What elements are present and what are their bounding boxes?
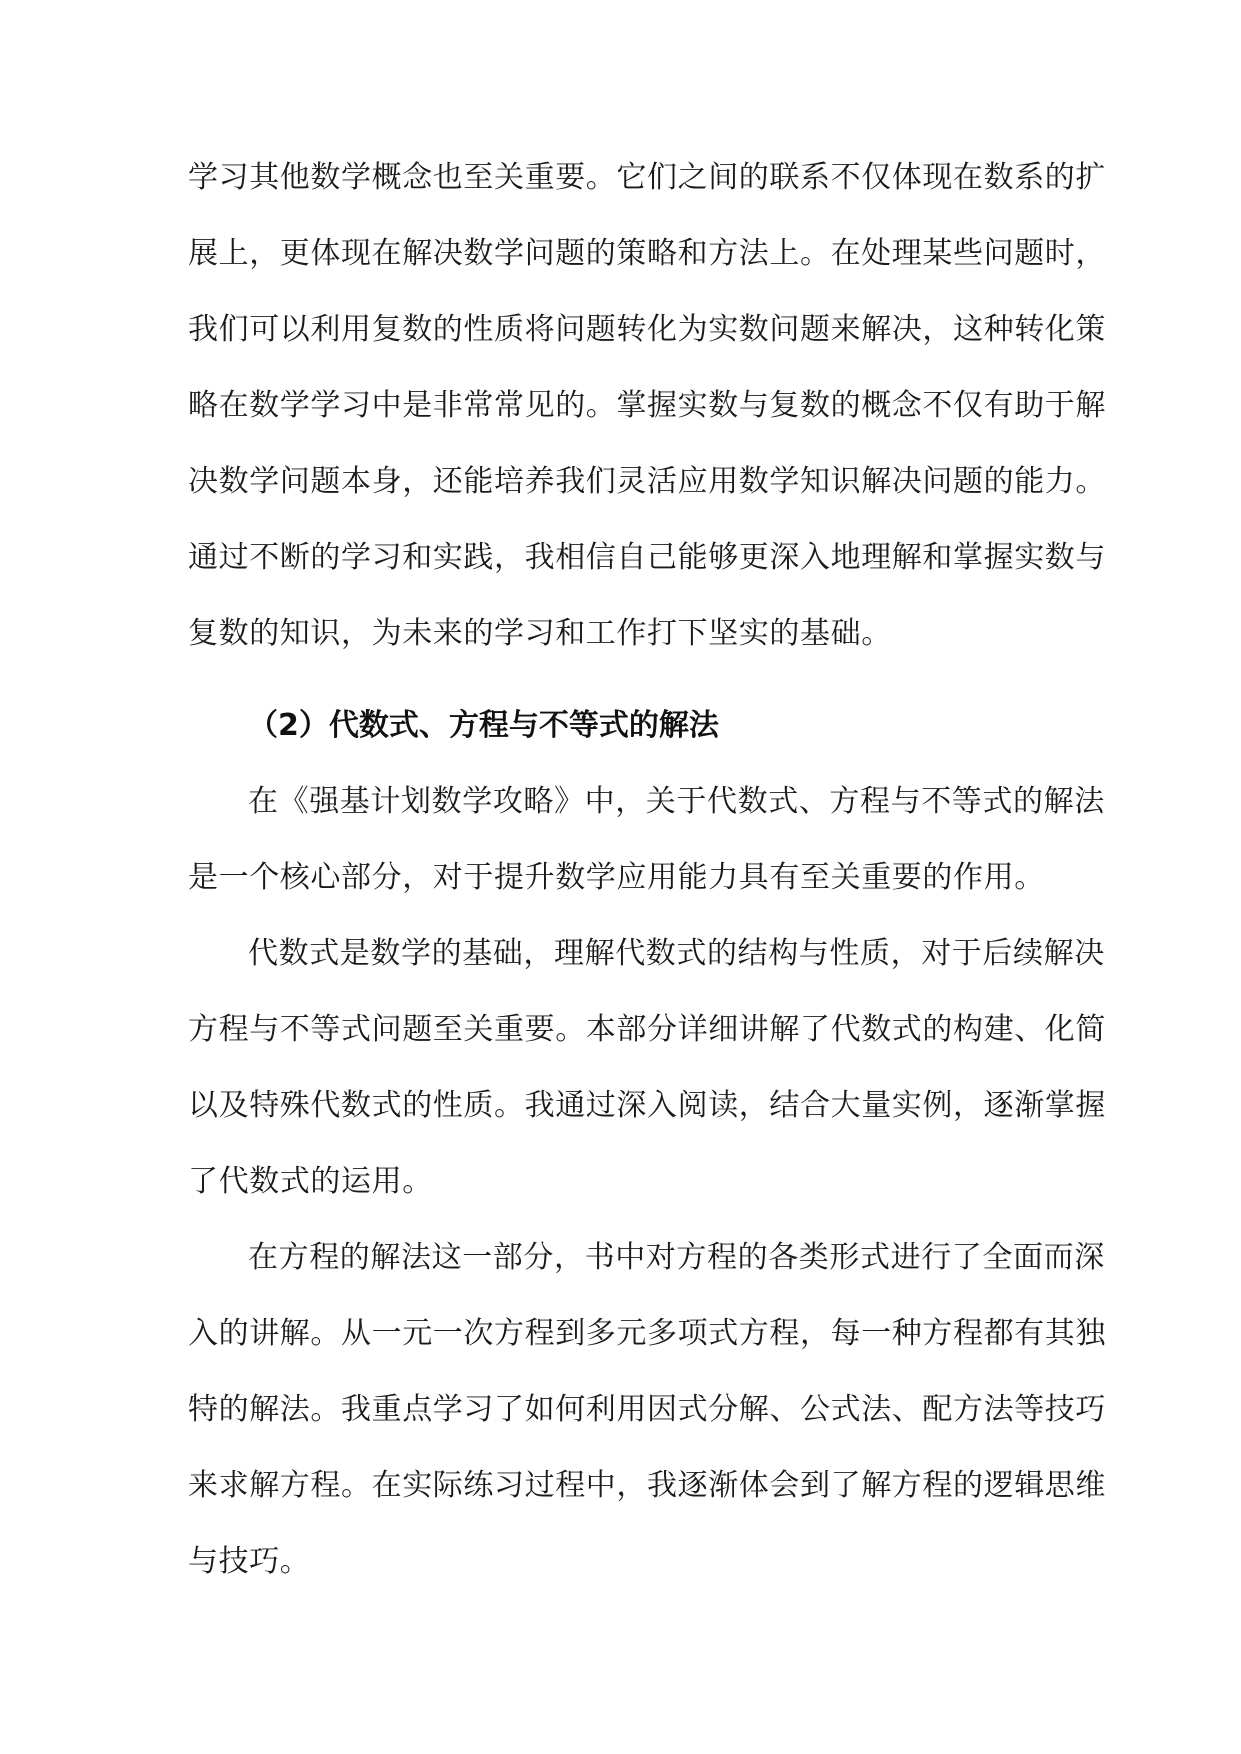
paragraph-continued xyxy=(188,140,1106,672)
text-line: 与技巧。 xyxy=(188,1544,311,1579)
text-line: 通过不断的学习和实践，我相信自己能够更深入地理解和掌握实数与 xyxy=(188,540,1106,575)
paragraph-algebraic-expressions xyxy=(188,916,1106,1220)
section-heading: （2）代数式、方程与不等式的解法 xyxy=(248,708,719,743)
text-line: 在方程的解法这一部分，书中对方程的各类形式进行了全面而深 xyxy=(248,1240,1105,1275)
text-line: 入的讲解。从一元一次方程到多元多项式方程，每一种方程都有其独 xyxy=(188,1316,1106,1351)
text-line: 展上，更体现在解决数学问题的策略和方法上。在处理某些问题时， xyxy=(188,236,1106,271)
paragraph-intro xyxy=(188,764,1105,916)
paragraph-equations xyxy=(188,1220,1106,1600)
text-line: 来求解方程。在实际练习过程中，我逐渐体会到了解方程的逻辑思维 xyxy=(188,1468,1106,1503)
text-line: 以及特殊代数式的性质。我通过深入阅读，结合大量实例，逐渐掌握 xyxy=(188,1088,1106,1123)
text-line: 了代数式的运用。 xyxy=(188,1164,433,1199)
text-line: 在《强基计划数学攻略》中，关于代数式、方程与不等式的解法 xyxy=(248,784,1105,819)
text-line: 略在数学学习中是非常常见的。掌握实数与复数的概念不仅有助于解 xyxy=(188,388,1106,423)
text-line: 特的解法。我重点学习了如何利用因式分解、公式法、配方法等技巧 xyxy=(188,1392,1106,1427)
text-line: 我们可以利用复数的性质将问题转化为实数问题来解决，这种转化策 xyxy=(188,312,1106,347)
page-content xyxy=(188,140,1106,1600)
text-line: 方程与不等式问题至关重要。本部分详细讲解了代数式的构建、化简 xyxy=(188,1012,1106,1047)
text-line: 复数的知识，为未来的学习和工作打下坚实的基础。 xyxy=(188,616,892,651)
text-line: 决数学问题本身，还能培养我们灵活应用数学知识解决问题的能力。 xyxy=(188,464,1106,499)
text-line: 是一个核心部分，对于提升数学应用能力具有至关重要的作用。 xyxy=(188,860,1045,895)
text-line: 学习其他数学概念也至关重要。它们之间的联系不仅体现在数系的扩 xyxy=(188,160,1106,195)
text-line: 代数式是数学的基础，理解代数式的结构与性质，对于后续解决 xyxy=(248,936,1105,971)
